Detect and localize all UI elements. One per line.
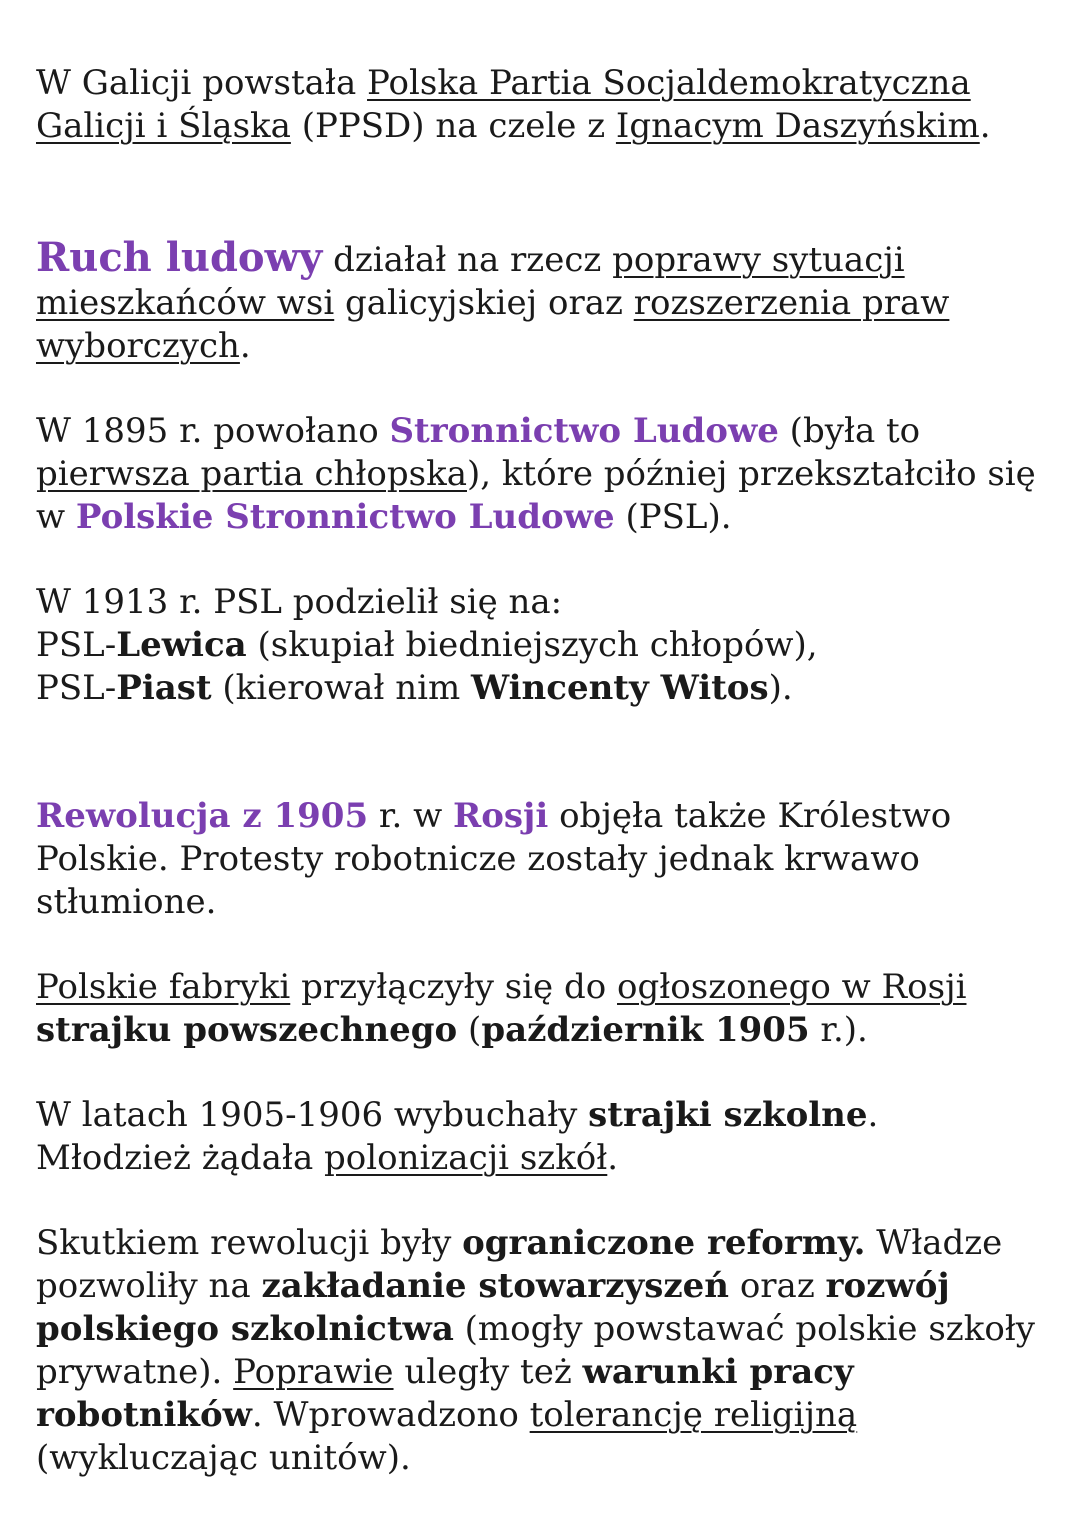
text-run: uległy też [393, 1352, 583, 1392]
emphasized-text: warunki pracy robotników [36, 1352, 854, 1435]
text-run: (wykluczając unitów). [36, 1438, 411, 1478]
text-run: (PPSD) na czele z [290, 106, 616, 146]
text-run: W latach 1905-1906 wybuchały [36, 1095, 589, 1135]
underlined-text: pierwsza partia chłopska [36, 454, 467, 494]
text-run: oraz [729, 1266, 826, 1306]
emphasized-text: Rosji [452, 796, 549, 836]
text-run: galicyjskiej oraz [334, 283, 634, 323]
emphasized-text: zakładanie stowarzyszeń [261, 1266, 730, 1306]
emphasized-text: Lewica [116, 625, 247, 665]
underlined-text: tolerancję religijną [529, 1395, 858, 1435]
emphasized-text: Piast [116, 668, 212, 708]
emphasized-text: Wincenty Witos [471, 668, 769, 708]
text-run: PSL- [36, 625, 117, 665]
text-run: ( [457, 1010, 482, 1050]
text-run: . [979, 106, 991, 146]
paragraph-skutki-rewolucji [36, 1222, 1056, 1480]
text-run: . Wprowadzono [251, 1395, 530, 1435]
underlined-text: rozszerzenia praw wyborczych [36, 283, 950, 366]
text-run: objęła także Królestwo Polskie. Protesty robotnicze zostały jednak krwawo stłumione. [36, 796, 952, 922]
paragraph-stronnictwo-ludowe [36, 410, 1056, 539]
text-run: W Galicji powstała [36, 63, 368, 103]
emphasized-text: Polskie Stronnictwo Ludowe [75, 497, 615, 537]
text-run: Skutkiem rewolucji były [36, 1223, 463, 1263]
emphasized-text: Ruch ludowy [36, 234, 323, 281]
text-run: Młodzież żądała [36, 1138, 325, 1178]
text-run: Władze pozwoliły na [36, 1223, 1003, 1306]
text-run: r. w [368, 796, 453, 836]
text-run: r.). [809, 1010, 868, 1050]
text-run: (była to [778, 411, 921, 451]
text-run: W 1895 r. powołano [36, 411, 390, 451]
emphasized-text: strajku powszechnego [36, 1010, 458, 1050]
paragraph-psl-split [36, 581, 1056, 710]
emphasized-text: strajki szkolne [588, 1095, 868, 1135]
emphasized-text: październik 1905 [481, 1010, 810, 1050]
text-run: . [239, 326, 251, 366]
underlined-text: Polska Partia Socjaldemokratyczna Galicji i Śląska [36, 63, 971, 146]
emphasized-text: rozwój polskiego szkolnictwa [36, 1266, 950, 1349]
text-run: przyłączyły się do [290, 967, 618, 1007]
text-run: (mogły powstawać polskie szkoły prywatne). [36, 1309, 1036, 1392]
paragraph-ppsd [36, 62, 1056, 148]
text-run: działał na rzecz [322, 240, 613, 280]
paragraph-strajk-powszechny [36, 966, 1056, 1052]
underlined-text: Polskie fabryki [36, 967, 291, 1007]
text-run: PSL- [36, 668, 117, 708]
paragraph-rewolucja-1905 [36, 795, 1056, 924]
emphasized-text: Rewolucja z 1905 [36, 796, 369, 836]
text-run: W 1913 r. PSL podzielił się na: [36, 582, 563, 622]
underlined-text: polonizacji szkół [324, 1138, 608, 1178]
text-run: (PSL). [614, 497, 732, 537]
text-run: (skupiał biedniejszych chłopów), [246, 625, 818, 665]
text-run: ). [768, 668, 793, 708]
underlined-text: Ignacym Daszyńskim [615, 106, 980, 146]
text-run: . [607, 1138, 619, 1178]
notes-content [36, 62, 1056, 1480]
underlined-text: ogłoszonego w Rosji [617, 967, 967, 1007]
text-run: ), które później przekształciło się w [36, 454, 1036, 537]
underlined-text: Poprawie [233, 1352, 394, 1392]
text-run: (kierował nim [211, 668, 472, 708]
emphasized-text: Stronnictwo Ludowe [389, 411, 779, 451]
paragraph-ruch-ludowy [36, 236, 1056, 368]
emphasized-text: ograniczone reformy. [462, 1223, 866, 1263]
underlined-text: poprawy sytuacji mieszkańców wsi [36, 240, 905, 323]
paragraph-strajki-szkolne [36, 1094, 1056, 1180]
text-run: . [867, 1095, 879, 1135]
